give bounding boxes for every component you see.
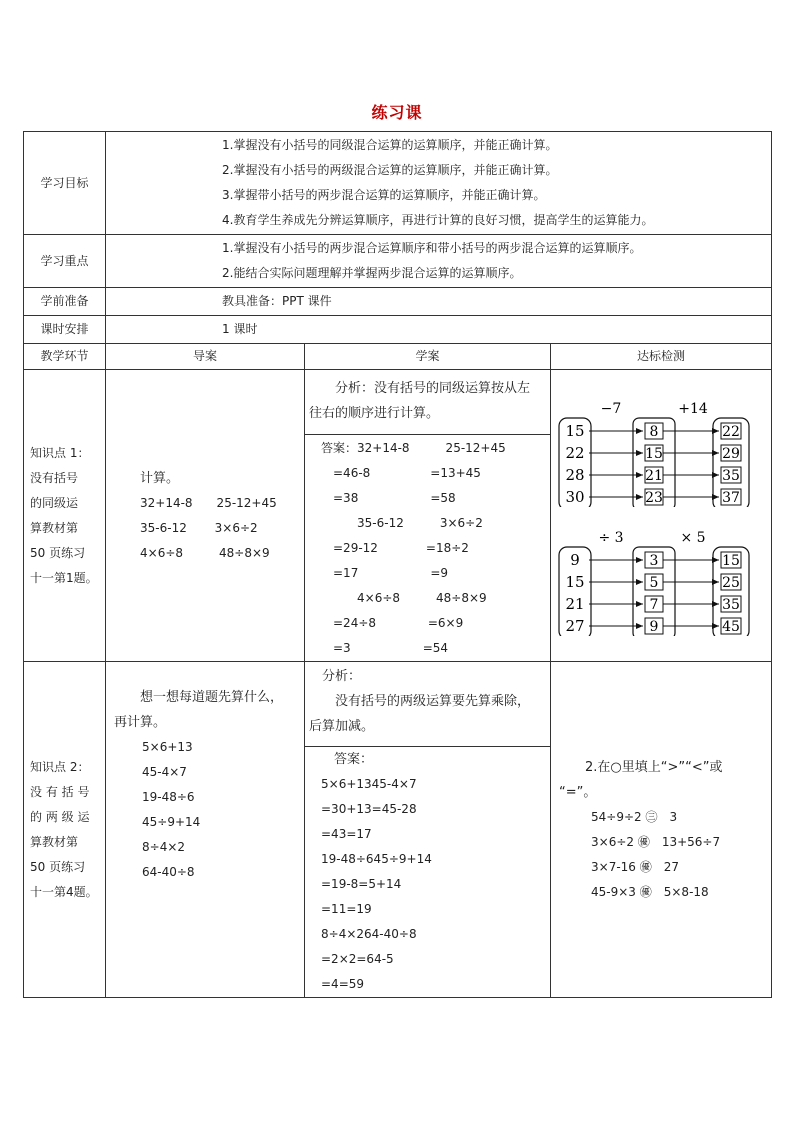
- focus-label: 学习重点: [24, 235, 106, 288]
- answer-line: =2×2=64-5: [321, 952, 394, 966]
- analysis-line: 分析：没有括号的同级运算按从左: [309, 381, 531, 396]
- section1-check: [551, 370, 772, 662]
- guide-line: 64-40÷8: [142, 865, 195, 879]
- calc-chain-diagram-1: [551, 387, 772, 507]
- focus-item: 2.能结合实际问题理解并掌握两步混合运算的运算顺序。: [222, 266, 522, 280]
- guide-line: 5×6+13: [142, 740, 193, 754]
- answer-line: 35-6-12 3×6÷2: [309, 516, 483, 530]
- output-number: 22: [722, 423, 740, 440]
- middle-number: 8: [649, 423, 659, 440]
- answer-line: 19-48÷645÷9+14: [321, 852, 432, 866]
- guide-line: 45÷9+14: [142, 815, 201, 829]
- time-value: 1 课时: [106, 316, 772, 344]
- analysis-line: 往右的顺序进行计算。: [309, 406, 440, 421]
- guide-intro: 想一想每道题先算什么，: [114, 690, 284, 705]
- stage-line: 算教材第: [30, 834, 79, 849]
- analysis-line: 后算加减。: [309, 719, 375, 734]
- section1-analysis: [305, 370, 550, 435]
- time-row: [24, 316, 772, 344]
- answer-line: 5×6+1345-4×7: [321, 777, 417, 791]
- input-number: 15: [565, 421, 585, 440]
- operation-label-2: × 5: [680, 529, 706, 546]
- input-number: 22: [565, 443, 585, 462]
- answer-line: =38 =58: [309, 491, 456, 505]
- document-title: 练习课: [371, 103, 423, 122]
- input-number: 30: [565, 487, 585, 506]
- compare-line: 3×6÷2 ㊝ 13+56÷7: [591, 834, 721, 849]
- answer-line: =17 =9: [309, 566, 449, 580]
- answer-line: =4=59: [321, 977, 365, 991]
- header-row: [24, 344, 772, 370]
- guide-line: 32+14-8 25-12+45: [140, 495, 277, 510]
- goals-label: 学习目标: [24, 132, 106, 235]
- stage-line: 50 页练习: [30, 859, 86, 874]
- section1-row: [24, 370, 772, 662]
- analysis-line: 没有括号的两级运算要先算乘除，: [309, 694, 531, 709]
- analysis-title: 分析：: [309, 669, 362, 684]
- answer-line: =46-8 =13+45: [309, 466, 481, 480]
- section1-study: [305, 370, 551, 662]
- header-stage: 教学环节: [24, 344, 106, 370]
- input-number: 9: [570, 550, 580, 569]
- guide-line: 8÷4×2: [142, 840, 186, 854]
- header-study: 学案: [305, 344, 551, 370]
- answer-line: =19-8=5+14: [321, 877, 402, 891]
- output-number: 35: [722, 467, 740, 484]
- answer-line: =43=17: [321, 827, 372, 841]
- middle-number: 21: [645, 467, 663, 484]
- input-number: 28: [565, 465, 585, 484]
- guide-intro: 计算。: [140, 470, 180, 486]
- output-number: 15: [722, 552, 740, 569]
- middle-number: 7: [649, 596, 659, 613]
- operation-label-2: +14: [678, 400, 708, 417]
- header-guide: 导案: [106, 344, 305, 370]
- stage-line: 十一第4题。: [30, 884, 98, 899]
- goal-item: 3.掌握带小括号的两步混合运算的运算顺序，并能正确计算。: [222, 188, 546, 202]
- focus-content: [106, 235, 772, 288]
- stage-line: 的 两 级 运: [30, 809, 90, 824]
- prep-row: [24, 288, 772, 316]
- output-number: 37: [722, 489, 740, 506]
- focus-item: 1.掌握没有小括号的两步混合运算顺序和带小括号的两步混合运算的运算顺序。: [222, 241, 642, 255]
- goal-item: 4.教育学生养成先分辨运算顺序，再进行计算的良好习惯，提高学生的运算能力。: [222, 213, 654, 227]
- stage-line: 的同级运: [30, 495, 79, 510]
- input-number: 21: [565, 594, 585, 613]
- focus-row: [24, 235, 772, 288]
- input-number: 27: [565, 616, 585, 635]
- answer-title: 答案：: [321, 752, 374, 767]
- section1-answers: [305, 435, 550, 661]
- time-label: 课时安排: [24, 316, 106, 344]
- compare-line: 45-9×3 ㊝ 5×8-18: [591, 884, 709, 899]
- check-intro: 2.在○里填上“>”“<”或: [559, 759, 723, 775]
- stage-line: 没有括号: [30, 470, 79, 485]
- middle-number: 23: [645, 489, 663, 506]
- guide-intro: 再计算。: [114, 715, 167, 730]
- section2-study: [305, 662, 551, 998]
- stage-line: 没 有 括 号: [30, 784, 90, 799]
- section1-guide: [106, 370, 305, 662]
- guide-line: 19-48÷6: [142, 790, 195, 804]
- answer-line: 4×6÷8 48÷8×9: [309, 591, 487, 605]
- guide-line: 35-6-12 3×6÷2: [140, 520, 258, 535]
- operation-label-1: −7: [600, 400, 622, 417]
- section2-stage: [24, 662, 106, 998]
- section2-check: [551, 662, 772, 998]
- guide-line: 45-4×7: [142, 765, 187, 779]
- guide-line: 4×6÷8 48÷8×9: [140, 545, 270, 560]
- stage-line: 知识点 1：: [30, 445, 90, 460]
- answer-line: =24÷8 =6×9: [309, 616, 464, 630]
- goals-content: [106, 132, 772, 235]
- section1-stage: [24, 370, 106, 662]
- stage-line: 知识点 2：: [30, 759, 90, 774]
- prep-label: 学前准备: [24, 288, 106, 316]
- section2-analysis: [305, 662, 550, 747]
- section2-row: [24, 662, 772, 998]
- stage-line: 十一第1题。: [30, 570, 98, 585]
- output-number: 35: [722, 596, 740, 613]
- answer-line: 8÷4×264-40÷8: [321, 927, 417, 941]
- stage-line: 算教材第: [30, 520, 79, 535]
- middle-number: 3: [649, 552, 659, 569]
- section2-guide: [106, 662, 305, 998]
- output-number: 25: [722, 574, 740, 591]
- output-number: 29: [722, 445, 740, 462]
- middle-number: 5: [649, 574, 659, 591]
- section2-answers: [305, 747, 550, 997]
- calc-chain-diagram-2: [551, 516, 772, 636]
- output-number: 45: [722, 618, 740, 635]
- goal-item: 1.掌握没有小括号的同级混合运算的运算顺序，并能正确计算。: [222, 138, 558, 152]
- answer-line: =11=19: [321, 902, 372, 916]
- answer-line: 答案：32+14-8 25-12+45: [309, 441, 506, 455]
- check-intro: “=”。: [559, 784, 597, 800]
- middle-number: 15: [645, 445, 663, 462]
- lesson-plan-table: [23, 131, 772, 998]
- goals-row: [24, 132, 772, 235]
- compare-line: 3×7-16 ㊝ 27: [591, 859, 680, 874]
- prep-value: 教具准备：PPT 课件: [106, 288, 772, 316]
- compare-line: 54÷9÷2 ㊂ 3: [591, 809, 678, 824]
- input-number: 15: [565, 572, 585, 591]
- answer-line: =30+13=45-28: [321, 802, 417, 816]
- stage-line: 50 页练习: [30, 545, 86, 560]
- operation-label-1: ÷ 3: [598, 529, 624, 546]
- header-check: 达标检测: [551, 344, 772, 370]
- answer-line: =3 =54: [309, 641, 449, 655]
- answer-line: =29-12 =18÷2: [309, 541, 469, 555]
- goal-item: 2.掌握没有小括号的两级混合运算的运算顺序，并能正确计算。: [222, 163, 558, 177]
- middle-number: 9: [649, 618, 659, 635]
